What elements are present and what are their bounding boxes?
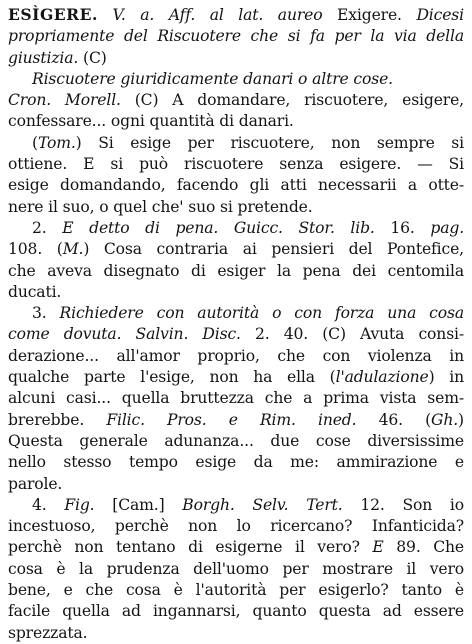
roman-text: incestuoso, perchè non lo ricercano? Infanticida?	[8, 517, 464, 536]
italic-text: E	[372, 538, 384, 557]
headword: ESÌGERE.	[8, 5, 98, 24]
roman-text: che aveva disegnato di esiger la pena dei centomila	[8, 261, 464, 280]
roman-text: nello stesso tempo esige da me: ammirazione e	[8, 453, 464, 472]
roman-text: Exigere.	[322, 6, 417, 24]
italic-text: pag.	[430, 218, 465, 237]
italic-text: Tom.	[37, 133, 76, 152]
roman-text: ) Cosa contraria ai pensieri del Pontefice,	[83, 240, 464, 259]
roman-text: 12. Son io	[342, 495, 464, 514]
text-line	[8, 154, 464, 175]
roman-text: esige domandando, facendo gli atti necessarii a otte-	[8, 176, 464, 195]
text-line	[8, 367, 464, 388]
text-line	[8, 410, 464, 431]
roman-text: 108. (	[8, 240, 63, 259]
text-line	[8, 4, 464, 26]
text-line	[8, 346, 464, 367]
text-line	[8, 452, 464, 473]
roman-text: 3.	[32, 304, 60, 323]
italic-text: come dovuta. Salvin. Disc.	[8, 325, 241, 344]
roman-text: facile quella ad ingannarsi, quanto questa ad essere	[8, 602, 464, 621]
roman-text: [Cam.]	[94, 495, 183, 514]
roman-text: alcuni casi... quella bruttezza che a prima vista sem-	[8, 389, 464, 408]
italic-text: Richiedere con autorità o con forza una cosa	[59, 304, 464, 323]
italic-text: giustizia.	[8, 48, 84, 67]
text-line	[8, 580, 464, 601]
roman-text: nere il suo, o quel che' suo si pretende.	[8, 197, 313, 216]
text-line	[8, 26, 464, 47]
italic-text: propriamente del Riscuotere che si fa per la via della	[8, 27, 464, 46]
roman-text: )	[458, 410, 464, 429]
text-line	[8, 601, 464, 622]
text-line	[8, 90, 464, 111]
italic-text: Riscuotere giuridicamente danari o altre cose.	[32, 69, 393, 88]
roman-text: 2. 40. (C) Avuta consi-	[240, 325, 465, 344]
text-line	[8, 175, 464, 196]
text-line	[8, 388, 464, 409]
italic-text: V. a. Aff. al lat. aureo	[97, 6, 323, 24]
italic-text: l'adulazione	[335, 368, 429, 387]
roman-text: ducati.	[8, 282, 62, 301]
roman-text: parole.	[8, 474, 63, 493]
italic-text: Filic. Pros. e Rim. ined.	[106, 410, 357, 429]
roman-text: 16.	[374, 218, 431, 237]
italic-text: Gh.	[431, 410, 459, 429]
text-line	[8, 218, 464, 239]
text-line	[8, 239, 464, 260]
roman-text: brerebbe.	[8, 410, 107, 429]
text-line	[8, 516, 464, 537]
roman-text: Questa generale adunanza... due cose diversissime	[8, 431, 464, 450]
roman-text: sprezzata.	[8, 623, 88, 642]
roman-text: ) Si esige per riscuotere, non sempre si	[75, 133, 464, 152]
roman-text: (	[32, 133, 38, 152]
italic-text: Cron. Morell.	[8, 91, 135, 110]
text-line	[8, 623, 464, 644]
text-line	[8, 282, 464, 303]
roman-text: (C) A domandare, riscuotere, esigere,	[134, 91, 464, 110]
roman-text: derazione... all'amor proprio, che con violenza in	[8, 346, 464, 365]
text-line	[8, 197, 464, 218]
roman-text: cosa è la prudenza dell'uomo per mostrare il vero	[8, 559, 464, 578]
text-line	[8, 537, 464, 558]
roman-text: (C)	[83, 48, 107, 67]
roman-text: confessare... ogni quantità di danari.	[8, 112, 294, 131]
italic-text: Dicesi	[416, 6, 464, 24]
text-line	[8, 303, 464, 324]
italic-text: E detto di pena. Guicc. Stor. lib.	[62, 218, 375, 237]
roman-text: ottiene. E si può riscuotere senza esigere. — Si	[8, 155, 464, 174]
text-line	[8, 48, 464, 69]
text-line	[8, 495, 464, 516]
text-line	[8, 431, 464, 452]
text-line	[8, 133, 464, 154]
text-line	[8, 69, 464, 90]
roman-text: ) in	[428, 368, 464, 387]
text-line	[8, 111, 464, 132]
roman-text: qualche parte l'esige, non ha ella (	[8, 368, 336, 387]
roman-text: 4.	[32, 495, 65, 514]
italic-text: M.	[62, 240, 84, 259]
text-line	[8, 324, 464, 345]
text-line	[8, 559, 464, 580]
roman-text: 89. Che	[383, 538, 465, 557]
roman-text: bene, e che cosa è l'autorità per esigerlo? tanto è	[8, 581, 464, 600]
text-line	[8, 261, 464, 282]
roman-text: 46. (	[356, 410, 432, 429]
text-line	[8, 474, 464, 495]
italic-text: Fig.	[64, 495, 95, 514]
roman-text: 2.	[32, 218, 63, 237]
dictionary-entry-esigere	[8, 4, 464, 644]
roman-text: perchè non tentano di esigerne il vero?	[8, 538, 373, 557]
italic-text: Borgh. Selv. Tert.	[182, 495, 343, 514]
